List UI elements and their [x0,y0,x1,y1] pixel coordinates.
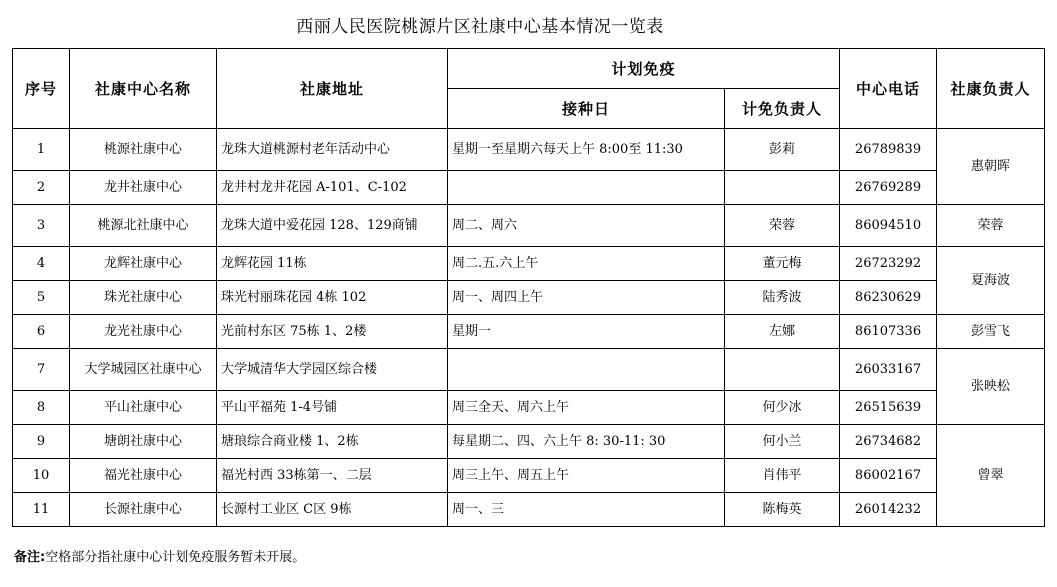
plan-person-cell: 肖伟平 [725,459,840,493]
name-cell: 塘朗社康中心 [70,425,217,459]
col-header-plan-person: 计免负责人 [725,89,840,129]
phone-cell: 86094510 [840,205,937,247]
head-cell: 曾翠 [937,425,1045,527]
name-cell: 龙井社康中心 [70,171,217,205]
name-cell: 长源社康中心 [70,493,217,527]
day-cell: 周一、周四上午 [448,281,725,315]
phone-cell: 86002167 [840,459,937,493]
head-cell: 夏海波 [937,247,1045,315]
seq-cell: 5 [13,281,70,315]
table-row [13,205,1045,247]
name-cell: 平山社康中心 [70,391,217,425]
col-header-day: 接种日 [448,89,725,129]
name-cell: 大学城园区社康中心 [70,349,217,391]
col-header-phone: 中心电话 [840,49,937,129]
phone-cell: 26515639 [840,391,937,425]
seq-cell: 8 [13,391,70,425]
head-cell: 惠朝晖 [937,129,1045,205]
day-cell: 星期一至星期六每天上午 8:00至 11:30 [448,129,725,171]
day-cell [448,171,725,205]
seq-cell: 4 [13,247,70,281]
header-row-1 [13,49,1045,89]
address-cell: 龙辉花园 11栋 [217,247,448,281]
day-cell: 星期一 [448,315,725,349]
plan-person-cell: 何少冰 [725,391,840,425]
page-title: 西丽人民医院桃源片区社康中心基本情况一览表 [296,17,664,37]
day-cell: 周三上午、周五上午 [448,459,725,493]
table-row [13,281,1045,315]
name-cell: 龙光社康中心 [70,315,217,349]
name-cell: 龙辉社康中心 [70,247,217,281]
name-cell: 珠光社康中心 [70,281,217,315]
seq-cell: 1 [13,129,70,171]
col-header-head: 社康负责人 [937,49,1045,129]
phone-cell: 86230629 [840,281,937,315]
address-cell: 龙珠大道桃源村老年活动中心 [217,129,448,171]
head-cell: 张映松 [937,349,1045,425]
name-cell: 福光社康中心 [70,459,217,493]
seq-cell: 10 [13,459,70,493]
table-row [13,129,1045,171]
plan-person-cell: 陆秀波 [725,281,840,315]
address-cell: 光前村东区 75栋 1、2楼 [217,315,448,349]
address-cell: 塘琅综合商业楼 1、2栋 [217,425,448,459]
table-row [13,349,1045,391]
phone-cell: 26789839 [840,129,937,171]
address-cell: 平山平福苑 1-4号铺 [217,391,448,425]
day-cell [448,349,725,391]
col-header-seq: 序号 [13,49,70,129]
footnote-label: 备注: [14,550,46,565]
table-row [13,459,1045,493]
phone-cell: 26723292 [840,247,937,281]
phone-cell: 26014232 [840,493,937,527]
phone-cell: 26769289 [840,171,937,205]
seq-cell: 6 [13,315,70,349]
day-cell: 周二.五.六上午 [448,247,725,281]
seq-cell: 11 [13,493,70,527]
plan-person-cell: 彭莉 [725,129,840,171]
address-cell: 珠光村丽珠花园 4栋 102 [217,281,448,315]
plan-person-cell: 陈梅英 [725,493,840,527]
table-row [13,247,1045,281]
seq-cell: 3 [13,205,70,247]
table-row [13,425,1045,459]
day-cell: 周一、三 [448,493,725,527]
head-cell: 彭雪飞 [937,315,1045,349]
table-row [13,391,1045,425]
col-header-name: 社康中心名称 [70,49,217,129]
table-row [13,315,1045,349]
phone-cell: 86107336 [840,315,937,349]
address-cell: 龙井村龙井花园 A-101、C-102 [217,171,448,205]
plan-person-cell: 荣蓉 [725,205,840,247]
seq-cell: 9 [13,425,70,459]
col-header-address: 社康地址 [217,49,448,129]
health-center-table [12,48,1045,527]
plan-person-cell [725,349,840,391]
name-cell: 桃源社康中心 [70,129,217,171]
head-cell: 荣蓉 [937,205,1045,247]
address-cell: 大学城清华大学园区综合楼 [217,349,448,391]
phone-cell: 26734682 [840,425,937,459]
plan-person-cell [725,171,840,205]
seq-cell: 7 [13,349,70,391]
seq-cell: 2 [13,171,70,205]
col-header-plan: 计划免疫 [448,49,840,89]
plan-person-cell: 董元梅 [725,247,840,281]
table-row [13,493,1045,527]
address-cell: 龙珠大道中爱花园 128、129商铺 [217,205,448,247]
day-cell: 周二、周六 [448,205,725,247]
table-row [13,171,1045,205]
phone-cell: 26033167 [840,349,937,391]
address-cell: 长源村工业区 C区 9栋 [217,493,448,527]
address-cell: 福光村西 33栋第一、二层 [217,459,448,493]
plan-person-cell: 左娜 [725,315,840,349]
footnote-text: 空格部分指社康中心计划免疫服务暂未开展。 [45,550,306,565]
plan-person-cell: 何小兰 [725,425,840,459]
day-cell: 周三全天、周六上午 [448,391,725,425]
name-cell: 桃源北社康中心 [70,205,217,247]
day-cell: 每星期二、四、六上午 8: 30-11: 30 [448,425,725,459]
footnote [14,546,305,565]
